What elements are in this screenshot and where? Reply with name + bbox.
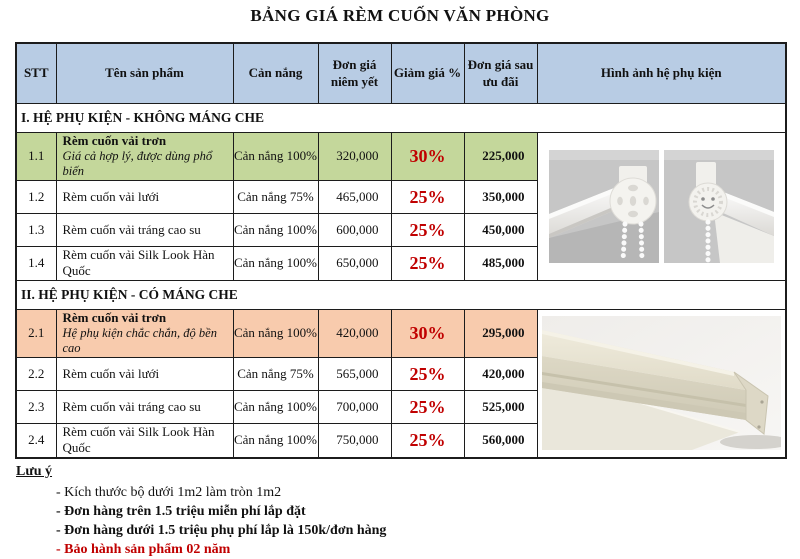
col-header-product: Tên sản phẩm: [56, 43, 233, 103]
list-price-cell: 565,000: [318, 358, 391, 391]
accessory-image-cell-section2: [537, 309, 786, 458]
discount-cell: 25%: [391, 424, 464, 458]
final-price-cell: 560,000: [464, 424, 537, 458]
note-item: - Đơn hàng dưới 1.5 triệu phụ phí lắp là 150k/đơn hàng: [56, 522, 387, 538]
shade-cell: Cản nắng 100%: [233, 247, 318, 281]
product-name-cell: [56, 358, 233, 391]
product-name-cell: [56, 309, 233, 358]
final-price-cell: 485,000: [464, 247, 537, 281]
notes-heading: Lưu ý: [16, 463, 53, 479]
list-price-cell: 600,000: [318, 214, 391, 247]
stt-cell: 2.3: [16, 391, 56, 424]
product-name-cell: [56, 391, 233, 424]
shade-cell: Cản nắng 100%: [233, 214, 318, 247]
shade-cell: Cản nắng 100%: [233, 424, 318, 458]
discount-cell: 30%: [391, 132, 464, 181]
stt-cell: 1.3: [16, 214, 56, 247]
section-heading: I. HỆ PHỤ KIỆN - KHÔNG MÁNG CHE: [16, 103, 786, 132]
list-price-cell: 320,000: [318, 132, 391, 181]
product-name-cell: [56, 214, 233, 247]
final-price-cell: 450,000: [464, 214, 537, 247]
list-price-cell: 650,000: [318, 247, 391, 281]
final-price-cell: 225,000: [464, 132, 537, 181]
section-heading: II. HỆ PHỤ KIỆN - CÓ MÁNG CHE: [16, 280, 786, 309]
final-price-cell: 420,000: [464, 358, 537, 391]
roller-mechanism-photo-left: [549, 150, 659, 263]
note-item: - Đơn hàng trên 1.5 triệu miễn phí lắp đặt: [56, 503, 306, 519]
list-price-cell: 750,000: [318, 424, 391, 458]
discount-cell: 25%: [391, 358, 464, 391]
discount-cell: 25%: [391, 391, 464, 424]
shade-cell: Cản nắng 75%: [233, 358, 318, 391]
table-header-row: [16, 43, 786, 103]
col-header-shade: Cản nắng: [233, 43, 318, 103]
section-heading-row-2: [16, 280, 786, 309]
product-note: Hệ phụ kiện chắc chắn, độ bền cao: [62, 325, 217, 356]
price-sheet: [0, 6, 800, 557]
roller-mechanism-photo-right: [664, 150, 774, 263]
product-name-cell: [56, 181, 233, 214]
section-heading-row-1: [16, 103, 786, 132]
stt-cell: 1.2: [16, 181, 56, 214]
product-name: Rèm cuốn vải Silk Look Hàn Quốc: [62, 424, 215, 456]
discount-cell: 25%: [391, 181, 464, 214]
product-name: Rèm cuốn vải lưới: [62, 365, 160, 381]
final-price-cell: 295,000: [464, 309, 537, 358]
shade-cell: Cản nắng 100%: [233, 132, 318, 181]
accessory-image-cell-section1: [537, 132, 786, 280]
product-name: Rèm cuốn vải lưới: [62, 188, 160, 204]
final-price-cell: 350,000: [464, 181, 537, 214]
list-price-cell: 465,000: [318, 181, 391, 214]
table-row: [16, 132, 786, 181]
product-name-cell: [56, 132, 233, 181]
product-name: Rèm cuốn vải trơn: [62, 309, 167, 325]
product-name: Rèm cuốn vải trơn: [62, 132, 167, 148]
list-price-cell: 700,000: [318, 391, 391, 424]
shade-cell: Cản nắng 75%: [233, 181, 318, 214]
product-name-cell: [56, 424, 233, 458]
notes-section: [16, 464, 800, 559]
discount-cell: 25%: [391, 247, 464, 281]
price-table: [15, 42, 787, 459]
col-header-final-price: Đơn giá sau ưu đãi: [464, 43, 537, 103]
product-note: Giá cả hợp lý, được dùng phổ biến: [62, 148, 213, 179]
final-price-cell: 525,000: [464, 391, 537, 424]
product-name-cell: [56, 247, 233, 281]
discount-cell: 30%: [391, 309, 464, 358]
stt-cell: 2.1: [16, 309, 56, 358]
col-header-discount: Giảm giá %: [391, 43, 464, 103]
product-name: Rèm cuốn vải Silk Look Hàn Quốc: [62, 247, 215, 279]
stt-cell: 2.2: [16, 358, 56, 391]
col-header-list-price: Đơn giá niêm yết: [318, 43, 391, 103]
note-item-warranty: - Bảo hành sản phẩm 02 năm: [56, 541, 231, 557]
col-header-image: Hình ảnh hệ phụ kiện: [537, 43, 786, 103]
page-title: BẢNG GIÁ RÈM CUỐN VĂN PHÒNG: [250, 6, 550, 25]
roller-mechanism-photos: [542, 150, 782, 263]
shade-cell: Cản nắng 100%: [233, 391, 318, 424]
list-price-cell: 420,000: [318, 309, 391, 358]
stt-cell: 1.4: [16, 247, 56, 281]
stt-cell: 2.4: [16, 424, 56, 458]
cassette-cover-photo: [542, 316, 781, 450]
stt-cell: 1.1: [16, 132, 56, 181]
discount-cell: 25%: [391, 214, 464, 247]
product-name: Rèm cuốn vải tráng cao su: [62, 398, 201, 414]
col-header-stt: STT: [16, 43, 56, 103]
shade-cell: Cản nắng 100%: [233, 309, 318, 358]
table-row: [16, 309, 786, 358]
product-name: Rèm cuốn vải tráng cao su: [62, 221, 201, 237]
note-item: - Kích thước bộ dưới 1m2 làm tròn 1m2: [56, 484, 282, 500]
